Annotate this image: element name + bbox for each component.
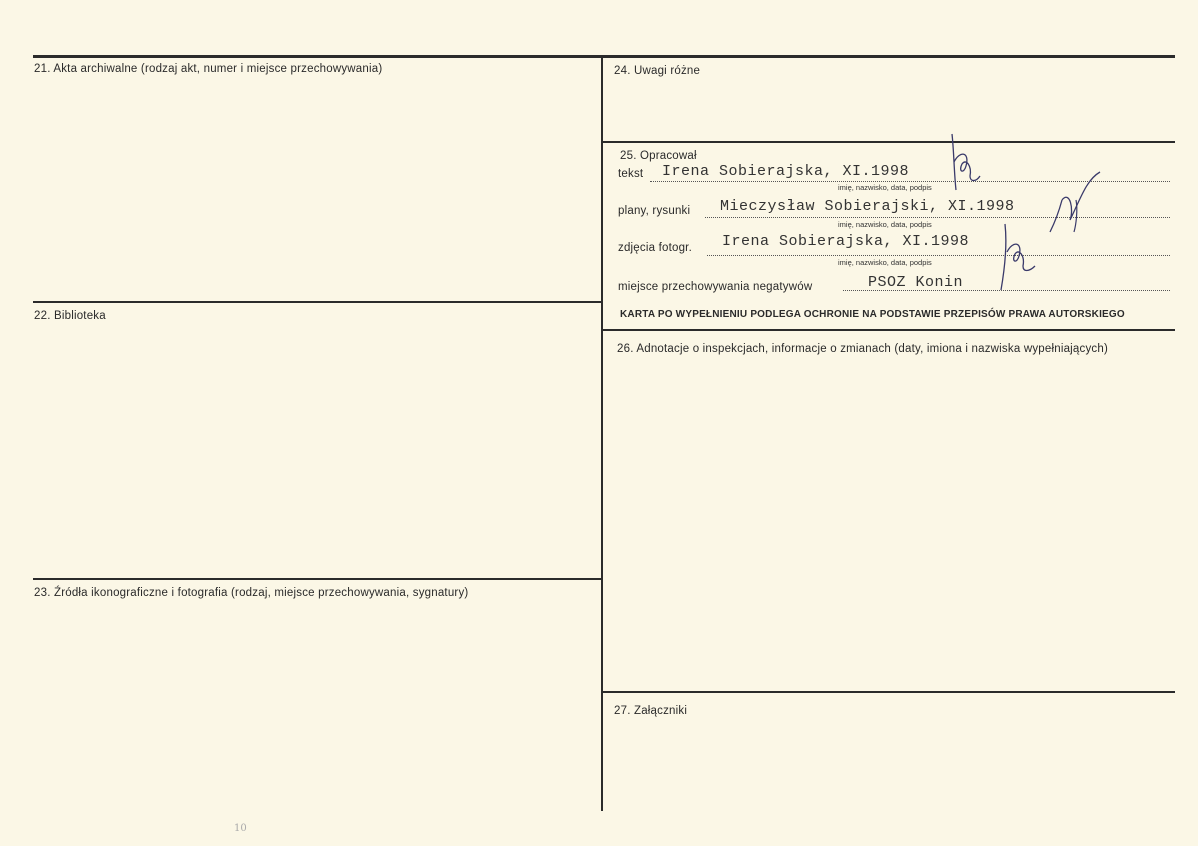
zdjecia-value: Irena Sobierajska, XI.1998 [722, 233, 970, 250]
section-26-label: 26. Adnotacje o inspekcjach, informacje o zmianach (daty, imiona i nazwiska wypełniających) [617, 343, 1108, 355]
plany-hint: imię, nazwisko, data, podpis [838, 220, 932, 229]
rule-22-23 [33, 578, 603, 580]
copyright-notice: KARTA PO WYPEŁNIENIU PODLEGA OCHRONIE NA PODSTAWIE PRZEPISÓW PRAWA AUTORSKIEGO [620, 309, 1125, 320]
signature-zdjecia [995, 222, 1045, 292]
rule-26-27 [603, 691, 1175, 693]
tekst-label: tekst [618, 168, 644, 180]
section-25-label: 25. Opracował [620, 150, 697, 162]
negatywy-label: miejsce przechowywania negatywów [618, 281, 813, 293]
section-23-label: 23. Źródła ikonograficzne i fotografia (rodzaj, miejsce przechowywania, sygnatury) [34, 587, 469, 599]
zdjecia-line [707, 255, 1170, 256]
signature-plany [1040, 170, 1110, 240]
tekst-hint: imię, nazwisko, data, podpis [838, 183, 932, 192]
top-rule [33, 55, 1175, 58]
rule-24-25 [603, 141, 1175, 143]
center-divider [601, 55, 603, 811]
plany-value: Mieczysław Sobierajski, XI.1998 [720, 198, 1015, 215]
section-27-label: 27. Załączniki [614, 705, 688, 717]
signature-tekst [940, 132, 990, 192]
section-24-label: 24. Uwagi różne [614, 65, 701, 77]
rule-21-22 [33, 301, 603, 303]
page-stamp: 10 [234, 823, 247, 834]
tekst-value: Irena Sobierajska, XI.1998 [662, 163, 910, 180]
section-22-label: 22. Biblioteka [34, 310, 106, 322]
negatywy-value: PSOZ Konin [868, 274, 964, 291]
rule-25-26 [603, 329, 1175, 331]
plany-label: plany, rysunki [618, 205, 691, 217]
zdjecia-label: zdjęcia fotogr. [618, 242, 692, 254]
section-21-label: 21. Akta archiwalne (rodzaj akt, numer i miejsce przechowywania) [34, 63, 383, 75]
zdjecia-hint: imię, nazwisko, data, podpis [838, 258, 932, 267]
